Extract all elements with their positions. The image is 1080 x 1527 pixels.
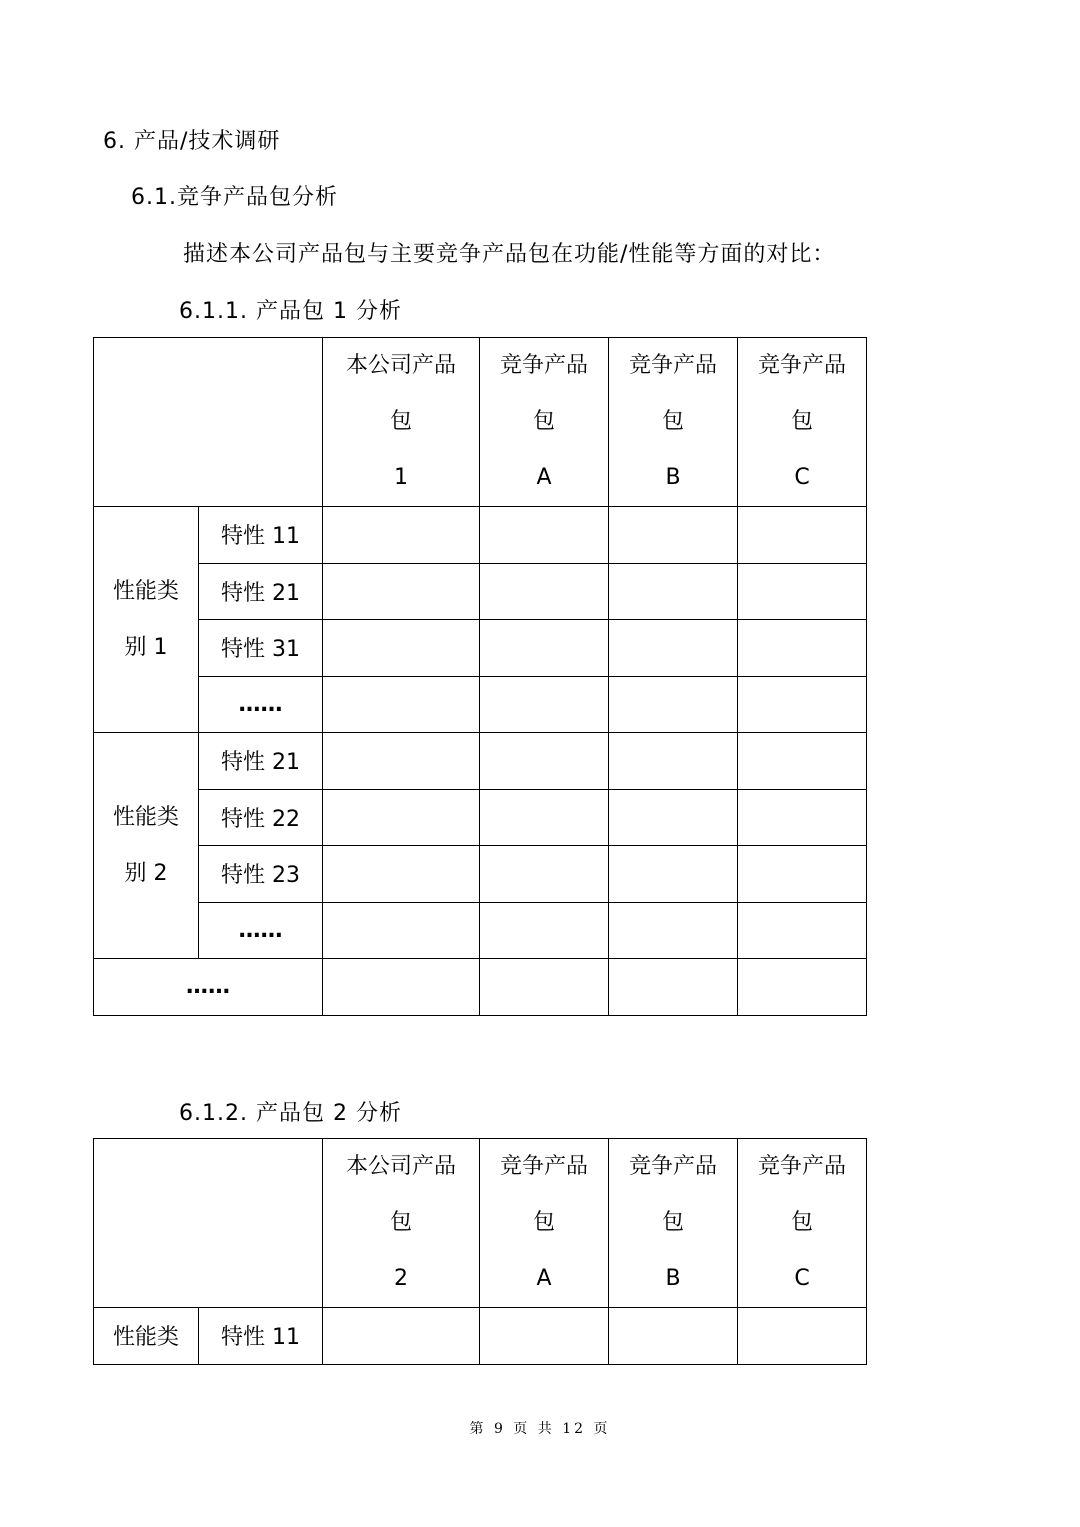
category-cell-1: 性能类 别 1 bbox=[94, 507, 199, 733]
feature-cell-ellipsis: …… bbox=[199, 676, 323, 733]
table-row bbox=[94, 563, 867, 620]
header-competitor-c: 竞争产品 包 C bbox=[738, 1139, 867, 1308]
table-row bbox=[94, 846, 867, 903]
table-corner-cell bbox=[94, 1139, 323, 1308]
header-competitor-c: 竞争产品 包 C bbox=[738, 338, 867, 507]
table-row bbox=[94, 733, 867, 790]
comparison-table-1 bbox=[93, 337, 867, 1016]
header-competitor-b: 竞争产品 包 B bbox=[609, 338, 738, 507]
comparison-table-2 bbox=[93, 1138, 867, 1365]
header-own-product: 本公司产品 包 1 bbox=[323, 338, 480, 507]
table-corner-cell bbox=[94, 338, 323, 507]
page-footer: 第 9 页 共 12 页 bbox=[469, 1421, 611, 1437]
table1-title: 6.1.1. 产品包 1 分析 bbox=[179, 299, 402, 324]
feature-cell: 特性 23 bbox=[199, 846, 323, 903]
header-competitor-b: 竞争产品 包 B bbox=[609, 1139, 738, 1308]
table-row bbox=[94, 789, 867, 846]
table-row bbox=[94, 676, 867, 733]
category-cell-2: 性能类 别 2 bbox=[94, 733, 199, 959]
feature-cell: 特性 21 bbox=[199, 563, 323, 620]
category-cell-1: 性能类 bbox=[94, 1308, 199, 1365]
table-row bbox=[94, 620, 867, 677]
section-heading-6: 6. 产品/技术调研 bbox=[103, 129, 281, 154]
category-cell-ellipsis: …… bbox=[94, 959, 323, 1016]
feature-cell: 特性 31 bbox=[199, 620, 323, 677]
section-heading-6-1: 6.1.竞争产品包分析 bbox=[131, 185, 338, 210]
table2-title: 6.1.2. 产品包 2 分析 bbox=[179, 1101, 402, 1126]
header-competitor-a: 竞争产品 包 A bbox=[480, 1139, 609, 1308]
header-competitor-a: 竞争产品 包 A bbox=[480, 338, 609, 507]
table-row bbox=[94, 959, 867, 1016]
feature-cell: 特性 11 bbox=[199, 1308, 323, 1365]
feature-cell: 特性 11 bbox=[199, 507, 323, 564]
feature-cell: 特性 22 bbox=[199, 789, 323, 846]
feature-cell-ellipsis: …… bbox=[199, 902, 323, 959]
header-own-product: 本公司产品 包 2 bbox=[323, 1139, 480, 1308]
table-row bbox=[94, 902, 867, 959]
section-description: 描述本公司产品包与主要竞争产品包在功能/性能等方面的对比： bbox=[183, 242, 836, 267]
table-row bbox=[94, 507, 867, 564]
feature-cell: 特性 21 bbox=[199, 733, 323, 790]
table-row bbox=[94, 1308, 867, 1365]
